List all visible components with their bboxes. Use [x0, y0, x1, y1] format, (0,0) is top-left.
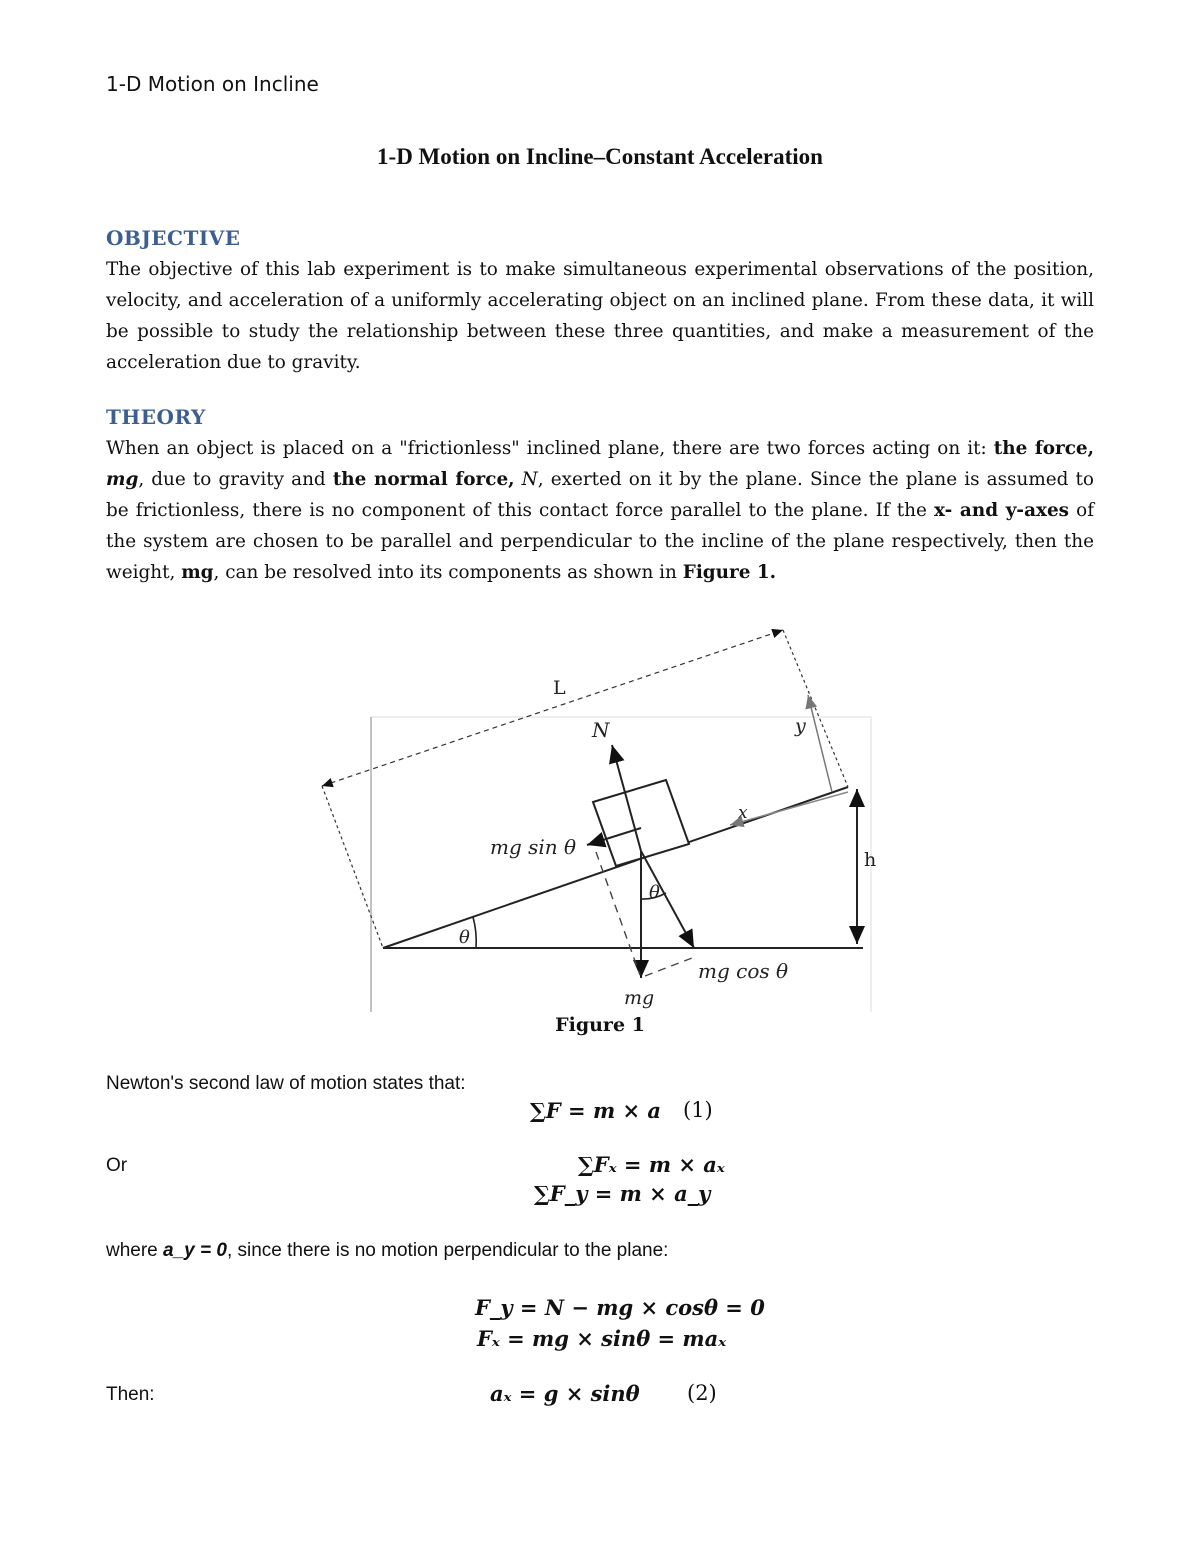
label-h: h — [864, 849, 877, 871]
label-mg-sin: mg sin θ — [490, 835, 577, 859]
theory-paragraph: When an object is placed on a "frictionless" inclined plane, there are two forces acting on it: the force, mg, due to gravity and the normal force, N, exerted on it by the plane. Since the plane is assumed to be frictionless, there is no component of this contact force parallel to the plane. If the x- and y-axes of the system are chosen to be parallel and perpendicular to the incline of the plane respectively, then the weight, mg, can be resolved into its components as shown in Figure 1. — [106, 438, 1095, 583]
label-x: x — [738, 803, 748, 823]
L-dimension-line — [322, 630, 783, 786]
x-axis-line — [730, 792, 848, 825]
objective-heading: OBJECTIVE — [106, 226, 241, 250]
equation-fy: ∑F_y = m × a_y — [534, 1181, 711, 1206]
label-mg-cos: mg cos θ — [698, 959, 789, 983]
projection-dash-1 — [596, 852, 640, 975]
objective-paragraph: The objective of this lab experiment is to make simultaneous experimental observations of the position, velocity, and acceleration of a uniformly accelerating object on an inclined plane. From these data, it will be possible to study the relationship between these three quantities, and make a measurement of the acceleration due to gravity. — [106, 259, 1094, 373]
equation-x-component: Fₓ = mg × sinθ = maₓ — [477, 1326, 727, 1351]
y-axis-arrow — [808, 695, 832, 792]
newton-intro: Newton's second law of motion states that: — [106, 1073, 466, 1094]
where-sentence: where a_y = 0, since there is no motion perpendicular to the plane: — [106, 1240, 669, 1261]
label-theta-incline: θ — [459, 927, 470, 948]
label-mg: mg — [624, 987, 655, 1009]
equation-1-number: (1) — [683, 1098, 713, 1122]
theory-heading: THEORY — [106, 405, 206, 429]
document-title: 1-D Motion on Incline–Constant Acceleration — [377, 144, 823, 169]
label-N: N — [592, 718, 610, 742]
L-extension-left — [322, 786, 383, 948]
label-L: L — [553, 677, 566, 699]
equation-2: aₓ = g × sinθ — [490, 1381, 640, 1406]
L-extension-right — [783, 630, 848, 787]
equation-2-number: (2) — [687, 1381, 717, 1405]
equation-1: ∑F = m × a — [530, 1098, 661, 1123]
label-y: y — [795, 715, 806, 737]
or-label: Or — [106, 1155, 128, 1176]
label-theta-force: θ — [649, 882, 660, 903]
equation-fx: ∑Fₓ = m × aₓ — [578, 1152, 725, 1177]
then-label: Then: — [106, 1384, 155, 1405]
incline-angle-arc — [473, 917, 476, 948]
projection-dash-2 — [645, 958, 692, 976]
page-header: 1-D Motion on Incline — [106, 72, 319, 96]
figure-caption: Figure 1 — [555, 1014, 645, 1036]
equation-y-component: F_y = N − mg × cosθ = 0 — [475, 1295, 765, 1320]
